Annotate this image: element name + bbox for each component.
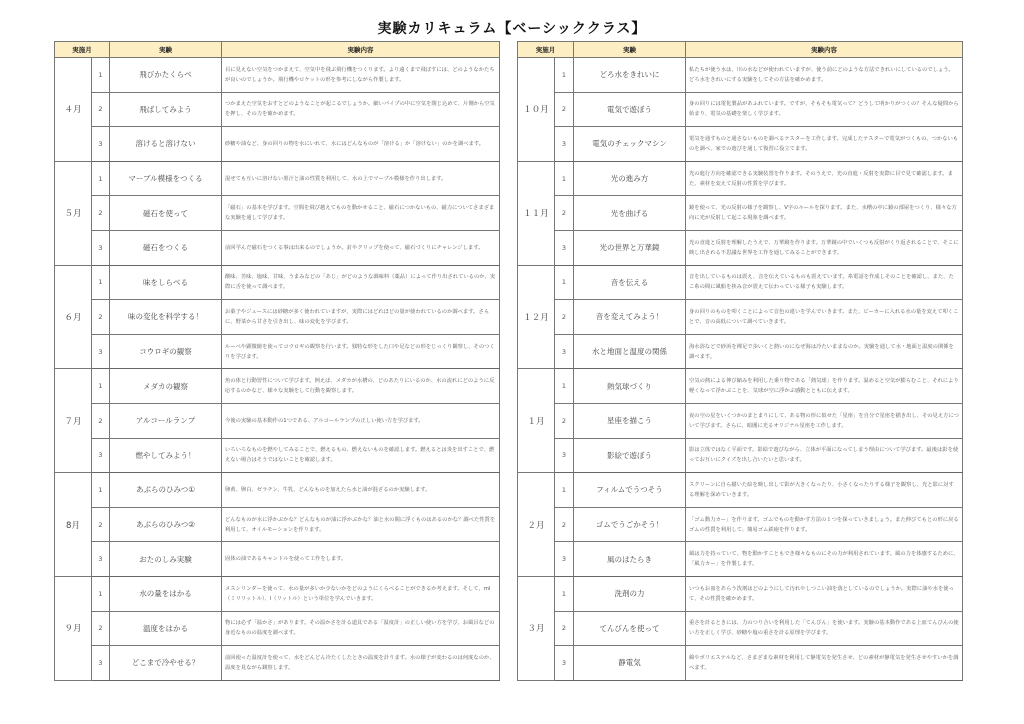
experiment-content-cell: 音を出しているものは震え、音を伝えているものも震えています。糸電話を作成しそのことを確認し、また、たこ糸の間に風船を挟み音が震えて伝わっている様子も実験します。 bbox=[686, 265, 963, 300]
experiment-name-cell: 電気のチェックマシン bbox=[574, 127, 686, 162]
table-row bbox=[518, 473, 963, 508]
table-row bbox=[518, 58, 963, 93]
experiment-name-cell: マーブル模様をつくる bbox=[110, 161, 222, 196]
experiment-content-cell: 「ゴム動力カー」を作ります。ゴムでものを動かす方法の１つを探っていきましょう。また伸びてもとの形に戻るゴムの性質を利用して、簡易ゴム鉄砲を作ります。 bbox=[686, 507, 963, 542]
experiment-name-cell: 影絵で遊ぼう bbox=[574, 438, 686, 473]
table-row bbox=[518, 611, 963, 646]
experiment-content-cell: 身の回りには電化製品があふれています。ですが、そもそも電気って？どうして明かりがつくの？そんな疑問から始まり、電気の基礎を楽しく学びます。 bbox=[686, 92, 963, 127]
month-cell: ２月 bbox=[518, 473, 555, 577]
experiment-name-cell: どこまで冷やせる？ bbox=[110, 646, 222, 681]
experiment-content-cell: どんなものが水に浮かぶかな？どんなものが油に浮かぶかな？油と水の間に浮くものはあるのかな？調べた性質を利用して、オイルモーションを作ります。 bbox=[222, 507, 500, 542]
month-cell: ５月 bbox=[55, 161, 92, 265]
number-cell: 2 bbox=[555, 196, 574, 231]
experiment-content-cell: 固体の油であるキャンドルを使って工作をします。 bbox=[222, 542, 500, 577]
experiment-content-cell: 身の回りのものを叩くことによって音色の違いを学んでいきます。また、ビーカーに入れる水の量を変えて叩くことで、音の高低について調べていきます。 bbox=[686, 300, 963, 335]
experiment-content-cell: 酸味、苦味、塩味、甘味、うまみなどの「あじ」がどのような調味料（薬品）によって作り出されているのか、実際に舌を使って調べます。 bbox=[222, 265, 500, 300]
table-row bbox=[55, 611, 500, 646]
experiment-name-cell: フィルムでうつそう bbox=[574, 473, 686, 508]
experiment-content-cell: 綿やポリエステルなど、さまざまな素材を利用して静電気を発生させ、どの素材が静電気を発生させやすいかを調べます。 bbox=[686, 646, 963, 681]
number-cell: 3 bbox=[92, 230, 110, 265]
table-row bbox=[518, 542, 963, 577]
table-row bbox=[55, 576, 500, 611]
number-cell: 1 bbox=[92, 58, 110, 93]
table-row bbox=[55, 542, 500, 577]
experiment-name-cell: 燃やしてみよう！ bbox=[110, 438, 222, 473]
number-cell: 3 bbox=[555, 127, 574, 162]
number-cell: 3 bbox=[92, 334, 110, 369]
experiment-name-cell: どろ水をきれいに bbox=[574, 58, 686, 93]
experiment-content-cell: 光の直進と反射を理解したうえで、万華鏡を作ります。万華鏡の中でいくつも反射がくり返されることで、そこに映し出される不思議な世界を工作を通してみることができます。 bbox=[686, 230, 963, 265]
table-row bbox=[55, 230, 500, 265]
experiment-name-cell: コウロギの観察 bbox=[110, 334, 222, 369]
month-cell: １１月 bbox=[518, 161, 555, 265]
table-row bbox=[518, 300, 963, 335]
month-cell: ４月 bbox=[55, 58, 92, 162]
number-cell: 2 bbox=[555, 507, 574, 542]
curriculum-table-left bbox=[54, 41, 500, 681]
header-month: 実施月 bbox=[55, 42, 110, 58]
curriculum-table-right bbox=[517, 41, 963, 681]
month-cell: ７月 bbox=[55, 369, 92, 473]
table-row bbox=[518, 507, 963, 542]
page-title: 実験カリキュラム【ベーシッククラス】 bbox=[377, 21, 647, 37]
table-row bbox=[518, 230, 963, 265]
table-row bbox=[55, 646, 500, 681]
table-row bbox=[518, 403, 963, 438]
header-experiment: 実験 bbox=[574, 42, 686, 58]
table-row bbox=[518, 576, 963, 611]
experiment-content-cell: 海水浴などで砂浜を裸足で歩いくと熱いのになぜ海は冷たいままなのか。実験を通して水・地面と温度の関係を調べます。 bbox=[686, 334, 963, 369]
experiment-content-cell: 影は立体ではなく平面です。影絵で遊びながら、立体が平面になってしまう理由について学びます。最後は影を使ってお互いにクイズを出し合いたいと思います。 bbox=[686, 438, 963, 473]
experiment-name-cell: 電気で遊ぼう bbox=[574, 92, 686, 127]
experiment-name-cell: おたのしみ実験 bbox=[110, 542, 222, 577]
number-cell: 1 bbox=[555, 265, 574, 300]
experiment-content-cell: 電気を通すものと通さないものを調べるテスターを工作します。完成したテスターで電気がつくもの、つかないものを調べ、家での遊びを通して復習に役立てます。 bbox=[686, 127, 963, 162]
table-row bbox=[518, 161, 963, 196]
number-cell: 3 bbox=[555, 230, 574, 265]
experiment-name-cell: 風のはたらき bbox=[574, 542, 686, 577]
number-cell: 2 bbox=[92, 611, 110, 646]
experiment-name-cell: 味をしらべる bbox=[110, 265, 222, 300]
number-cell: 1 bbox=[555, 473, 574, 508]
experiment-name-cell: あぶらのひみつ① bbox=[110, 473, 222, 508]
experiment-content-cell: 混ぜても互いに溶けない墨汁と油の性質を利用して、水の上でマーブル模様を作り出します。 bbox=[222, 161, 500, 196]
number-cell: 1 bbox=[555, 576, 574, 611]
header-month: 実施月 bbox=[518, 42, 574, 58]
number-cell: 2 bbox=[92, 403, 110, 438]
number-cell: 3 bbox=[92, 646, 110, 681]
experiment-name-cell: 磁石をつくる bbox=[110, 230, 222, 265]
header-content: 実験内容 bbox=[222, 42, 500, 58]
number-cell: 2 bbox=[555, 403, 574, 438]
table-row bbox=[55, 161, 500, 196]
experiment-name-cell: 溶けると溶けない bbox=[110, 127, 222, 162]
month-cell: １２月 bbox=[518, 265, 555, 369]
experiment-content-cell: 光の進行方向を確認できる実験装置を作ります。そのうえで、光の直進・反射を実際に目で見て確認します。また、素材を変えて反射の性質を学びます。 bbox=[686, 161, 963, 196]
experiment-content-cell: つかまえた空気をおすとどのようなことが起こるでしょうか。細いパイプの中に空気を閉じ込めて、片側から空気を押し、その力を確かめます。 bbox=[222, 92, 500, 127]
experiment-name-cell: 音を変えてみよう！ bbox=[574, 300, 686, 335]
number-cell: 1 bbox=[92, 369, 110, 404]
table-row bbox=[55, 58, 500, 93]
month-cell: 8月 bbox=[55, 473, 92, 577]
table-row bbox=[55, 196, 500, 231]
experiment-content-cell: 私たちが使う水は、川の水などが使われていますが、使う前にどのような方法できれいにしているのでしょう。どろ水をきれいにする実験をしてその方法を確かめます。 bbox=[686, 58, 963, 93]
experiment-content-cell: お菓子やジュースには砂糖が多く使われていますが、実際にはどれほどの量が使われているのか調べます。さらに、野菜から甘さを引き出し、味の変化を学びます。 bbox=[222, 300, 500, 335]
number-cell: 1 bbox=[92, 265, 110, 300]
table-row bbox=[55, 369, 500, 404]
month-cell: １月 bbox=[518, 369, 555, 473]
header-content: 実験内容 bbox=[686, 42, 963, 58]
experiment-name-cell: 水の量をはかる bbox=[110, 576, 222, 611]
experiment-name-cell: メダカの観察 bbox=[110, 369, 222, 404]
number-cell: 2 bbox=[92, 300, 110, 335]
experiment-name-cell: 磁石を使って bbox=[110, 196, 222, 231]
header-experiment: 実験 bbox=[110, 42, 222, 58]
number-cell: 2 bbox=[555, 92, 574, 127]
number-cell: 3 bbox=[92, 438, 110, 473]
number-cell: 1 bbox=[92, 576, 110, 611]
table-header-row bbox=[518, 42, 963, 58]
number-cell: 3 bbox=[92, 127, 110, 162]
experiment-name-cell: 味の変化を科学する！ bbox=[110, 300, 222, 335]
experiment-name-cell: 洗剤の力 bbox=[574, 576, 686, 611]
experiment-content-cell: 鏡を使って、光の反射の様子を観察し、V字のルールを探ります。また、水槽の中に鏡の部屋をつくり、様々な方向に光が反射して起こる現象を調べます。 bbox=[686, 196, 963, 231]
table-row bbox=[518, 92, 963, 127]
table-row bbox=[55, 334, 500, 369]
experiment-name-cell: 音を伝える bbox=[574, 265, 686, 300]
experiment-content-cell: 夜の空の星をいくつかのまとまりにして、ある物の形に似せた「星座」を自分で星座を描き出し、その見え方について学びます。さらに、暗闇に光るオリジナル星座を工作します。 bbox=[686, 403, 963, 438]
experiment-content-cell: 風は力を持っていて、物を動かすこともでき様々なものにその力が利用されています。風の力を体感するために、「風力カー」を作製します。 bbox=[686, 542, 963, 577]
experiment-name-cell: てんびんを使って bbox=[574, 611, 686, 646]
experiment-content-cell: 卵黄、卵白、ゼラチン、牛乳、どんなものを加えたら水と油が混ざるのか実験します。 bbox=[222, 473, 500, 508]
table-row bbox=[518, 265, 963, 300]
number-cell: 1 bbox=[92, 161, 110, 196]
number-cell: 2 bbox=[555, 300, 574, 335]
experiment-content-cell: いろいろなものを燃やしてみることで、燃えるもの、燃えないものを確認します。燃えるとは炎を出すことで、燃えない場合はそうではないことを確認します。 bbox=[222, 438, 500, 473]
experiment-name-cell: 熱気球づくり bbox=[574, 369, 686, 404]
experiment-content-cell: 今後の実験の基本動作の1つである、アルコールランプの正しい使い方を学びます。 bbox=[222, 403, 500, 438]
table-header-row bbox=[55, 42, 500, 58]
experiment-content-cell: 魚の体と行動習性について学びます。例えば、メダカが水槽の、どのあたりにいるのか、水の流れにどのように反応するのかなど、様々な実験をして行動を観察します。 bbox=[222, 369, 500, 404]
table-row bbox=[518, 438, 963, 473]
month-cell: ９月 bbox=[55, 576, 92, 680]
experiment-content-cell: メスシリンダーを使って、水の量が多いか少ないかをどのようにくらべることができるか考えます。そして、ml（ミリリットル）、l（リットル）という単位を学んでいきます。 bbox=[222, 576, 500, 611]
number-cell: 1 bbox=[92, 473, 110, 508]
table-row bbox=[55, 507, 500, 542]
experiment-name-cell: 飛ばしてみよう bbox=[110, 92, 222, 127]
number-cell: 1 bbox=[555, 369, 574, 404]
experiment-content-cell: 前回学んだ磁石をつくる事は出来るのでしょうか。釘やクリップを使って、磁石づくりにチャレンジします。 bbox=[222, 230, 500, 265]
experiment-content-cell: ルーペや顕微鏡を使ってコウロギの観察を行います。独特な形をした口や足などの形をじっくり観察し、そのつくりを学びます。 bbox=[222, 334, 500, 369]
table-row bbox=[55, 403, 500, 438]
table-row bbox=[55, 438, 500, 473]
number-cell: 3 bbox=[555, 646, 574, 681]
experiment-content-cell: 砂糖や油など、身の回りの物を水にいれて、水にはどんなものが「溶ける」か「溶けない」のかを調べます。 bbox=[222, 127, 500, 162]
month-cell: ６月 bbox=[55, 265, 92, 369]
number-cell: 2 bbox=[555, 611, 574, 646]
table-row bbox=[518, 127, 963, 162]
table-row bbox=[55, 265, 500, 300]
experiment-name-cell: 光を曲げる bbox=[574, 196, 686, 231]
number-cell: 2 bbox=[92, 92, 110, 127]
table-row bbox=[55, 473, 500, 508]
experiment-name-cell: 水と地面と温度の関係 bbox=[574, 334, 686, 369]
table-row bbox=[518, 196, 963, 231]
experiment-content-cell: 物には必ず「温かさ」があります。その温かさを計る道具である「温度計」の正しい使い方を学び、お風呂などの身近なものの温度を調べます。 bbox=[222, 611, 500, 646]
experiment-content-cell: いつもお皿をあらう洗剤はどのようにして汚れやしつこい油を落としているのでしょうか。実際に油や水を使って、その性質を確かめます。 bbox=[686, 576, 963, 611]
number-cell: 1 bbox=[555, 161, 574, 196]
experiment-name-cell: 飛びかたくらべ bbox=[110, 58, 222, 93]
number-cell: 3 bbox=[555, 542, 574, 577]
table-row bbox=[55, 92, 500, 127]
experiment-content-cell: 空気の熱による伸び縮みを利用した乗り物である「熱気球」を作ります。温めると空気が膨らむこと、それにより軽くなって浮かぶことを、気球が空に浮かぶ感動とともに伝えます。 bbox=[686, 369, 963, 404]
month-cell: １０月 bbox=[518, 58, 555, 162]
experiment-content-cell: 「磁石」の基本を学びます。空間を飛び越えてものを動かせること、磁石につかないもの、磁力についてさまざまな実験を通して学びます。 bbox=[222, 196, 500, 231]
experiment-name-cell: 星座を描こう bbox=[574, 403, 686, 438]
number-cell: 3 bbox=[92, 542, 110, 577]
number-cell: 2 bbox=[92, 196, 110, 231]
table-row bbox=[518, 369, 963, 404]
experiment-name-cell: 光の世界と万華鏡 bbox=[574, 230, 686, 265]
experiment-name-cell: 光の進み方 bbox=[574, 161, 686, 196]
month-cell: ３月 bbox=[518, 576, 555, 680]
experiment-content-cell: 重さを計るときには、力のつり合いを利用した「てんびん」を使います。実験の基本動作である上皿てんびんの使い方を正しく学び、砂糖や塩の重さを計る原理を学びます。 bbox=[686, 611, 963, 646]
experiment-name-cell: 静電気 bbox=[574, 646, 686, 681]
experiment-name-cell: ゴムでうごかそう！ bbox=[574, 507, 686, 542]
experiment-name-cell: アルコールランプ bbox=[110, 403, 222, 438]
experiment-name-cell: 温度をはかる bbox=[110, 611, 222, 646]
number-cell: 2 bbox=[92, 507, 110, 542]
experiment-content-cell: スクリーンに自ら描いた絵を映し出して影が大きくなったり、小さくなったりする様子を観察し、光と影に対する理解を深めていきます。 bbox=[686, 473, 963, 508]
number-cell: 1 bbox=[555, 58, 574, 93]
number-cell: 3 bbox=[555, 334, 574, 369]
table-row bbox=[55, 127, 500, 162]
table-row bbox=[518, 646, 963, 681]
table-row bbox=[55, 300, 500, 335]
experiment-name-cell: あぶらのひみつ② bbox=[110, 507, 222, 542]
experiment-content-cell: 目に見えない空気をつかまえて、空気中を飛ぶ飛行機をつくります。より遠くまで飛ばすには、どのようなかたちが良いのでしょうか。飛行機やロケットの形を参考にしながら作製します。 bbox=[222, 58, 500, 93]
number-cell: 3 bbox=[555, 438, 574, 473]
experiment-content-cell: 前回使った温度計を使って、水をどんどん冷たくしたときの温度を計ります。水の様子が変わるのは何度なのか、温度を見ながら観察します。 bbox=[222, 646, 500, 681]
table-row bbox=[518, 334, 963, 369]
